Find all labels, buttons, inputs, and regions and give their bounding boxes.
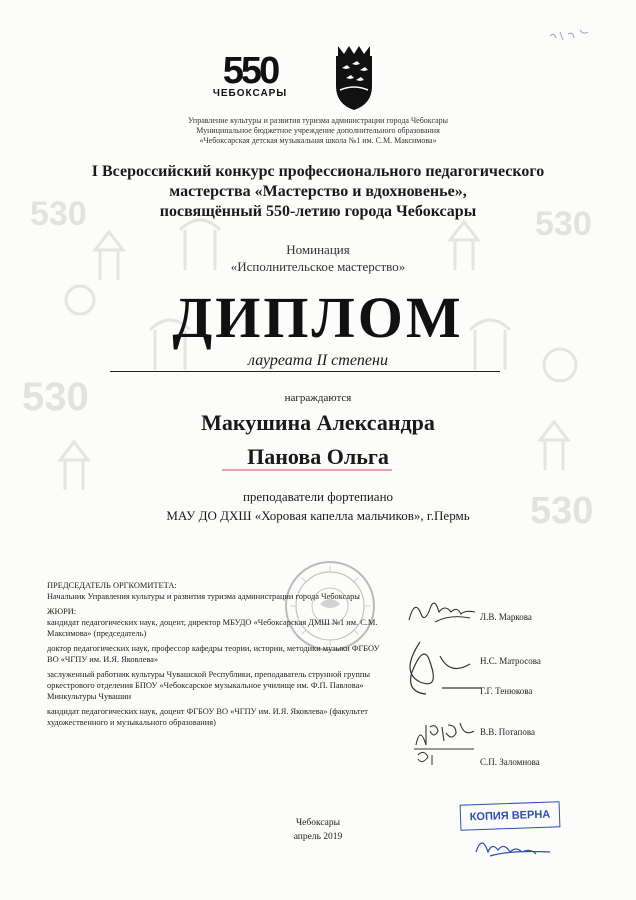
jury-name-3: Г.Г. Тенюкова (480, 686, 533, 696)
laureate-degree: лауреата II степени (248, 352, 388, 369)
corner-handwriting-marks (540, 22, 600, 62)
degree-underline (110, 371, 500, 372)
recipient-1: Макушина Александра (201, 410, 435, 435)
jury-heading: ЖЮРИ: (47, 607, 77, 616)
contest-line-2: мастерства «Мастерство и вдохновенье», (169, 183, 467, 200)
signature-matrosova (400, 636, 485, 696)
jury-name-5: С.П. Заломнова (480, 757, 540, 767)
logo-city: ЧЕБОКСАРЫ (212, 88, 288, 99)
organizer-line-2: Муниципальное бюджетное учреждение дополнительного образования (196, 126, 440, 135)
nomination-label: Номинация (286, 242, 350, 257)
copy-certified-stamp: КОПИЯ ВЕРНА (460, 801, 561, 830)
recipient-role: преподаватели фортепиано (242, 489, 394, 504)
contest-title (0, 162, 636, 222)
jury-member-4: кандидат педагогических наук, доцент ФГБОУ ВО «ЧГПУ им. И.Я. Яковлева» (факультет художественного и музыкального образования) (47, 707, 368, 727)
jury-member-2: доктор педагогических наук, профессор кафедры теории, истории, методики музыки ФГБОУ ВО «ЧГПУ им. И.Я. Яковлева» (47, 644, 380, 664)
contest-line-3: посвящённый 550-летию города Чебоксары (159, 203, 477, 220)
footer-city: Чебоксары (295, 818, 341, 828)
jury-member-1: кандидат педагогических наук, доцент, директор МБУДО «Чебоксарская ДМШ №1 им. С.М. Максимова» (председатель) (47, 618, 378, 638)
watermark-550-left: 530 (30, 195, 87, 233)
watermark-550-left-2: 530 (22, 375, 89, 419)
jury-name-2: Н.С. Матросова (480, 656, 541, 666)
jury-member-3: заслуженный работник культуры Чувашской Республики, преподаватель струнной группы оркестрового отделения БПОУ «Чебоксарское музыкальное училище им. Ф.П. Павлова» Минкультуры Чувашии (47, 670, 371, 701)
signature-markova (405, 592, 480, 632)
diploma-title: ДИПЛОМ (172, 285, 464, 350)
chair-description: Начальник Управления культуры и развития туризма администрации города Чебоксары (47, 592, 360, 601)
signature-potapova (410, 715, 480, 770)
awarded-label: награждаются (284, 392, 352, 404)
nomination-value: «Исполнительское мастерство» (230, 259, 406, 274)
organizer-block (0, 116, 636, 146)
logo-number: 550 (222, 50, 278, 92)
contest-line-1: I Всероссийский конкурс профессионального педагогического (91, 163, 545, 180)
organizer-line-3: «Чебоксарская детская музыкальная школа №1 им. С.М. Максимова» (199, 136, 437, 145)
recipient-2: Панова Ольга (247, 444, 389, 469)
watermark-550-right-2: 530 (530, 490, 594, 532)
jury-name-4: В.В. Потапова (480, 727, 535, 737)
city-coat-of-arms-icon (332, 42, 376, 112)
watermark-550-right: 530 (535, 205, 592, 243)
anniversary-logo (205, 52, 295, 99)
organizer-line-1: Управление культуры и развития туризма администрации города Чебоксары (187, 116, 449, 125)
chair-heading: ПРЕДСЕДАТЕЛЬ ОРГКОМИТЕТА: (47, 581, 177, 590)
footer-date: апрель 2019 (293, 832, 343, 842)
recipient-red-underline (222, 469, 392, 471)
stamp-signature (470, 828, 560, 864)
committee-block (47, 580, 387, 732)
recipient-school: МАУ ДО ДХШ «Хоровая капелла мальчиков», г.Пермь (166, 508, 470, 523)
jury-name-1: Л.В. Маркова (480, 612, 532, 622)
